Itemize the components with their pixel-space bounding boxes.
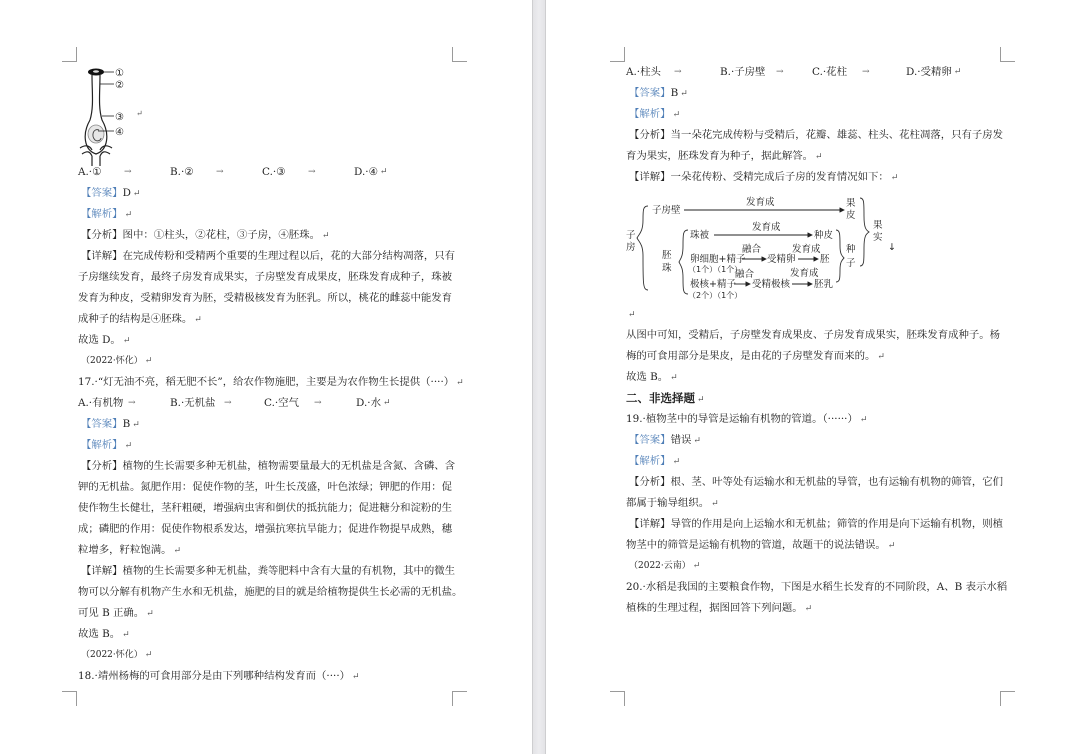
paragraph-mark: ↵ bbox=[456, 378, 464, 388]
answer-tag: 【答案】 bbox=[629, 87, 671, 99]
zygote-text: 受精卵 bbox=[767, 254, 796, 265]
source-text: （2022·怀化） bbox=[81, 650, 143, 660]
q17-option-c[interactable]: C.·空气 bbox=[264, 397, 299, 409]
margin-corner-bottom-right bbox=[452, 691, 467, 706]
fuse-label: 融合 bbox=[735, 269, 755, 280]
figure-label-4: ④ bbox=[115, 127, 124, 138]
answer-value: D bbox=[122, 187, 131, 199]
q19-stem bbox=[626, 409, 1016, 430]
xiangjie-text: 【详解】一朵花传粉、受精完成后子房的发育情况如下： bbox=[629, 171, 889, 183]
paragraph-mark: ↵ bbox=[352, 672, 360, 682]
fenxi-text: 育为果实，胚珠发育为种子，据此解答。 bbox=[626, 150, 814, 162]
polar-sperm-text: 极核+精子 bbox=[690, 279, 736, 290]
fenxi-text: 使作物生长健壮，茎秆粗硬，增强病虫害和倒伏的抵抗能力；促进糖分和淀粉的生 bbox=[78, 502, 453, 514]
right-page-content bbox=[626, 62, 1016, 619]
ovary-wall-text: 子房壁 bbox=[652, 205, 681, 216]
paragraph-mark: ↵ bbox=[697, 395, 705, 405]
margin-corner-top-left bbox=[62, 47, 77, 62]
paragraph-mark: ↵ bbox=[680, 89, 688, 99]
q18-option-c[interactable]: C.·花柱 bbox=[812, 66, 847, 78]
question-stem: 20.·水稻是我国的主要粮食作物，下图是水稻生长发育的不同阶段，A、B 表示水稻 bbox=[626, 581, 1008, 593]
pericarp-2: 皮 bbox=[846, 210, 856, 221]
document-page-left bbox=[0, 0, 532, 754]
choose-text: 故选 B。 bbox=[626, 371, 669, 383]
margin-corner-top-right bbox=[452, 47, 467, 62]
paragraph-mark: ↵ bbox=[144, 650, 153, 660]
analysis-tag: 【解析】 bbox=[81, 439, 123, 451]
margin-corner-bottom-right bbox=[1000, 691, 1015, 706]
q18-conclusion-line bbox=[626, 325, 1016, 346]
q17-stem bbox=[78, 372, 464, 393]
page-gutter bbox=[532, 0, 546, 754]
q16-option-b[interactable]: B.·② bbox=[170, 166, 194, 178]
egg-sperm-text: 卵细胞+精子 bbox=[690, 254, 746, 265]
paragraph-mark: ↵ bbox=[953, 67, 962, 77]
answer-tag: 【答案】 bbox=[81, 187, 123, 199]
paragraph-mark: ↵ bbox=[124, 210, 133, 220]
xiangjie-text: 成种子的结构是④胚珠。 bbox=[78, 313, 193, 325]
q18-analysis-tag bbox=[626, 104, 1016, 125]
pericarp-1: 果 bbox=[846, 198, 856, 209]
tab-mark: → bbox=[776, 67, 784, 77]
margin-corner-top-left bbox=[610, 47, 625, 62]
pistil-figure bbox=[78, 62, 158, 166]
seed-1: 种 bbox=[846, 244, 856, 255]
answer-value: B bbox=[670, 87, 679, 99]
analysis-tag: 【解析】 bbox=[81, 208, 123, 220]
paragraph-mark: ↵ bbox=[859, 415, 868, 425]
choose-text: 故选 B。 bbox=[78, 628, 121, 640]
conclusion-text: 梅的可食用部分是果皮，是由花的子房壁发育而来的。 bbox=[626, 350, 876, 362]
paragraph-mark: ↵ bbox=[628, 310, 636, 320]
paragraph-mark: ↵ bbox=[194, 315, 202, 325]
fruit-1: 果 bbox=[873, 220, 883, 231]
q18-fenxi-line bbox=[626, 125, 1016, 146]
q16-xiangjie-line bbox=[78, 267, 458, 288]
q17-choose bbox=[78, 624, 458, 645]
q18-conclusion-line bbox=[626, 346, 1016, 367]
tab-mark: → bbox=[674, 67, 682, 77]
margin-corner-top-right bbox=[1000, 47, 1015, 62]
polar-sperm-count: （2个）（1个） bbox=[688, 291, 743, 300]
q17-options bbox=[78, 393, 458, 414]
q17-option-a[interactable]: A.·有机物 bbox=[78, 397, 124, 409]
xiangjie-text: 可见 B 正确。 bbox=[78, 607, 145, 619]
egg-sperm-count: （1个）（1个） bbox=[688, 265, 743, 274]
develops-into-label: 发育成 bbox=[746, 197, 775, 208]
endosperm-text: 胚乳 bbox=[814, 279, 834, 290]
paragraph-mark: ↵ bbox=[711, 499, 719, 509]
ovule-2: 珠 bbox=[662, 263, 672, 274]
fenxi-text: 【分析】图中：①柱头，②花柱，③子房，④胚珠。 bbox=[81, 229, 320, 241]
paragraph-mark: ↵ bbox=[122, 336, 131, 346]
paragraph-mark: ↵ bbox=[173, 546, 182, 556]
q19-answer bbox=[626, 430, 1016, 451]
margin-corner-bottom-left bbox=[62, 691, 77, 706]
q16-options bbox=[78, 162, 458, 183]
question-stem: 植株的生理过程，据图回答下列问题。 bbox=[626, 602, 803, 614]
paragraph-mark: ↵ bbox=[672, 457, 681, 467]
q16-xiangjie-line bbox=[78, 309, 458, 330]
q17-xiangjie-line bbox=[78, 603, 458, 624]
paragraph-mark: ↵ bbox=[132, 189, 141, 199]
q18-xiangjie bbox=[626, 167, 1016, 188]
q18-options bbox=[626, 62, 1016, 83]
xiangjie-text: 【详解】植物的生长需要多种无机盐，粪等肥料中含有大量的有机物，其中的微生 bbox=[81, 565, 456, 577]
paragraph-mark: ↓ bbox=[888, 242, 896, 253]
q17-option-d[interactable]: D.·水 bbox=[356, 397, 381, 409]
paragraph-mark: ↵ bbox=[877, 352, 885, 362]
tab-mark: → bbox=[314, 398, 322, 408]
q18-source bbox=[78, 645, 458, 666]
q18-option-d[interactable]: D.·受精卵 bbox=[906, 66, 952, 78]
q18-stem bbox=[78, 666, 458, 687]
fuse-label: 融合 bbox=[742, 244, 762, 255]
tab-mark: → bbox=[224, 398, 232, 408]
fenxi-text: 【分析】植物的生长需要多种无机盐，植物需要量最大的无机盐是含氮、含磷、含 bbox=[81, 460, 456, 472]
left-page-content bbox=[78, 162, 464, 687]
paragraph-mark: ↵ bbox=[887, 541, 896, 551]
q20-stem-line bbox=[626, 577, 1016, 598]
embryo-text: 胚 bbox=[820, 254, 830, 265]
q16-option-c[interactable]: C.·③ bbox=[262, 166, 286, 178]
fertilized-polar-text: 受精极核 bbox=[752, 279, 791, 290]
fenxi-text: 【分析】当一朵花完成传粉与受精后，花瓣、雄蕊、柱头、花柱凋落，只有子房发 bbox=[629, 129, 1004, 141]
q17-option-b[interactable]: B.·无机盐 bbox=[170, 397, 216, 409]
xiangjie-text: 子房继续发育，最终子房发育成果实，子房壁发育成果皮，胚珠发育成种子，珠被 bbox=[78, 271, 453, 283]
label-ovary-2: 房 bbox=[626, 242, 636, 253]
paragraph-mark: ↵ bbox=[379, 167, 388, 177]
q19-fenxi-line bbox=[626, 472, 1016, 493]
q18-choose bbox=[626, 367, 1016, 388]
q16-xiangjie-line bbox=[78, 246, 458, 267]
q18-option-b[interactable]: B.·子房壁 bbox=[720, 66, 766, 78]
paragraph-mark: ↵ bbox=[890, 173, 899, 183]
fruit-2: 实 bbox=[873, 232, 883, 243]
xiangjie-text: 发育为种皮，受精卵发育为胚，受精极核发育为胚乳。所以，桃花的雌蕊中能发育 bbox=[78, 292, 453, 304]
choose-text: 故选 D。 bbox=[78, 334, 121, 346]
q17-fenxi-line bbox=[78, 498, 458, 519]
tab-mark: → bbox=[128, 398, 136, 408]
paragraph-mark: ↵ bbox=[136, 109, 143, 118]
analysis-tag: 【解析】 bbox=[629, 455, 671, 467]
q20-source bbox=[626, 556, 1016, 577]
conclusion-text: 从图中可知，受精后，子房壁发育成果皮、子房发育成果实，胚珠发育成种子。杨 bbox=[626, 329, 1001, 341]
paragraph-mark: ↵ bbox=[132, 420, 140, 430]
paragraph-mark: ↵ bbox=[672, 110, 681, 120]
q17-fenxi-line bbox=[78, 477, 458, 498]
answer-tag: 【答案】 bbox=[629, 434, 671, 446]
fenxi-text: 都属于输导组织。 bbox=[626, 497, 710, 509]
answer-tag: 【答案】 bbox=[81, 418, 123, 430]
q17-fenxi-line bbox=[78, 540, 458, 561]
tab-mark: → bbox=[124, 167, 132, 177]
q16-fenxi bbox=[78, 225, 458, 246]
fenxi-text: 成；磷肥的作用：促使作物根系发达，增强抗寒抗旱能力；促进作物提早成熟，穗 bbox=[78, 523, 453, 535]
q17-xiangjie-line bbox=[78, 582, 463, 603]
answer-value: 错误 bbox=[670, 434, 692, 446]
question-stem: 18.·靖州杨梅的可食用部分是由下列哪种结构发育而（····） bbox=[78, 670, 351, 682]
q19-xiangjie-line bbox=[626, 514, 1016, 535]
develops-into-label: 发育成 bbox=[790, 268, 819, 279]
paragraph-mark: ↵ bbox=[321, 231, 330, 241]
paragraph-mark: ↵ bbox=[815, 152, 823, 162]
seed-coat-text: 种皮 bbox=[814, 230, 834, 241]
figure-label-1: ① bbox=[115, 68, 124, 79]
question-stem: 19.·植物茎中的导管是运输有机物的管道。（······） bbox=[626, 413, 858, 425]
q17-answer bbox=[78, 414, 458, 435]
xiangjie-text: 物茎中的筛管是运输有机物的管道，故题干的说法错误。 bbox=[626, 539, 886, 551]
paragraph-mark: ↵ bbox=[124, 441, 133, 451]
q17-source bbox=[78, 351, 458, 372]
q17-xiangjie-line bbox=[78, 561, 458, 582]
paragraph-mark: ↵ bbox=[692, 561, 701, 571]
ovule-1: 胚 bbox=[662, 250, 672, 261]
seed-2: 子 bbox=[846, 258, 856, 269]
tab-mark: → bbox=[308, 167, 316, 177]
source-text: （2022·云南） bbox=[629, 561, 691, 571]
tab-mark: → bbox=[216, 167, 224, 177]
label-ovary-1: 子 bbox=[626, 230, 636, 241]
paragraph-mark: ↵ bbox=[382, 398, 391, 408]
fenxi-text: 【分析】根、茎、叶等处有运输水和无机盐的导管，也有运输有机物的筛管，它们 bbox=[629, 476, 1004, 488]
source-text: （2022·怀化） bbox=[81, 356, 143, 366]
xiangjie-text: 【详解】在完成传粉和受精两个重要的生理过程以后，花的大部分结构凋落，只有 bbox=[81, 250, 456, 262]
q16-xiangjie-line bbox=[78, 288, 458, 309]
q16-choose bbox=[78, 330, 458, 351]
q18-fenxi-line bbox=[626, 146, 1016, 167]
figure-label-2: ② bbox=[115, 80, 124, 91]
paragraph-mark: ↵ bbox=[144, 356, 153, 366]
fenxi-text: 钾的无机盐。氮肥作用：促使作物的茎，叶生长茂盛，叶色浓绿；钾肥的作用：促 bbox=[78, 481, 453, 493]
q16-option-a[interactable]: A.·① bbox=[78, 166, 102, 178]
q16-answer bbox=[78, 183, 458, 204]
section-heading-text: 二、非选择题 bbox=[626, 391, 695, 405]
q17-fenxi-line bbox=[78, 519, 458, 540]
paragraph-mark: ↵ bbox=[804, 604, 813, 614]
figure-label-3: ③ bbox=[115, 112, 124, 123]
paragraph-mark: ↵ bbox=[122, 630, 130, 640]
xiangjie-text: 【详解】导管的作用是向上运输水和无机盐；筛管的作用是向下运输有机物，则植 bbox=[629, 518, 1004, 530]
fenxi-text: 粒增多，籽粒饱满。 bbox=[78, 544, 172, 556]
paragraph-mark: ↵ bbox=[670, 373, 678, 383]
q18-option-a[interactable]: A.·柱头 bbox=[626, 66, 661, 78]
q16-option-d[interactable]: D.·④ bbox=[354, 166, 378, 178]
q18-answer bbox=[626, 83, 1016, 104]
ovary-development-diagram bbox=[622, 192, 902, 304]
margin-corner-bottom-left bbox=[610, 691, 625, 706]
question-stem: 17.·“灯无油不亮，稻无肥不长”，给农作物施肥，主要是为农作物生长提供（····） bbox=[78, 376, 455, 388]
answer-value: B bbox=[122, 418, 131, 430]
analysis-tag: 【解析】 bbox=[629, 108, 671, 120]
empty-paragraph bbox=[626, 304, 1016, 325]
develops-into-label: 发育成 bbox=[792, 244, 821, 255]
q17-analysis-tag bbox=[78, 435, 458, 456]
q17-fenxi-line bbox=[78, 456, 458, 477]
section-heading bbox=[626, 388, 1016, 409]
q19-fenxi-line bbox=[626, 493, 1016, 514]
paragraph-mark: ↵ bbox=[693, 436, 701, 446]
q16-analysis-tag bbox=[78, 204, 458, 225]
q20-stem-line bbox=[626, 598, 1016, 619]
develops-into-label: 发育成 bbox=[752, 222, 781, 233]
q19-analysis-tag bbox=[626, 451, 1016, 472]
q19-xiangjie-line bbox=[626, 535, 1016, 556]
xiangjie-text: 物可以分解有机物产生水和无机盐，施肥的目的就是给植物提供生长必需的无机盐。 bbox=[78, 586, 463, 598]
paragraph-mark: ↵ bbox=[146, 609, 154, 619]
integument-text: 珠被 bbox=[690, 230, 710, 241]
tab-mark: → bbox=[862, 67, 870, 77]
